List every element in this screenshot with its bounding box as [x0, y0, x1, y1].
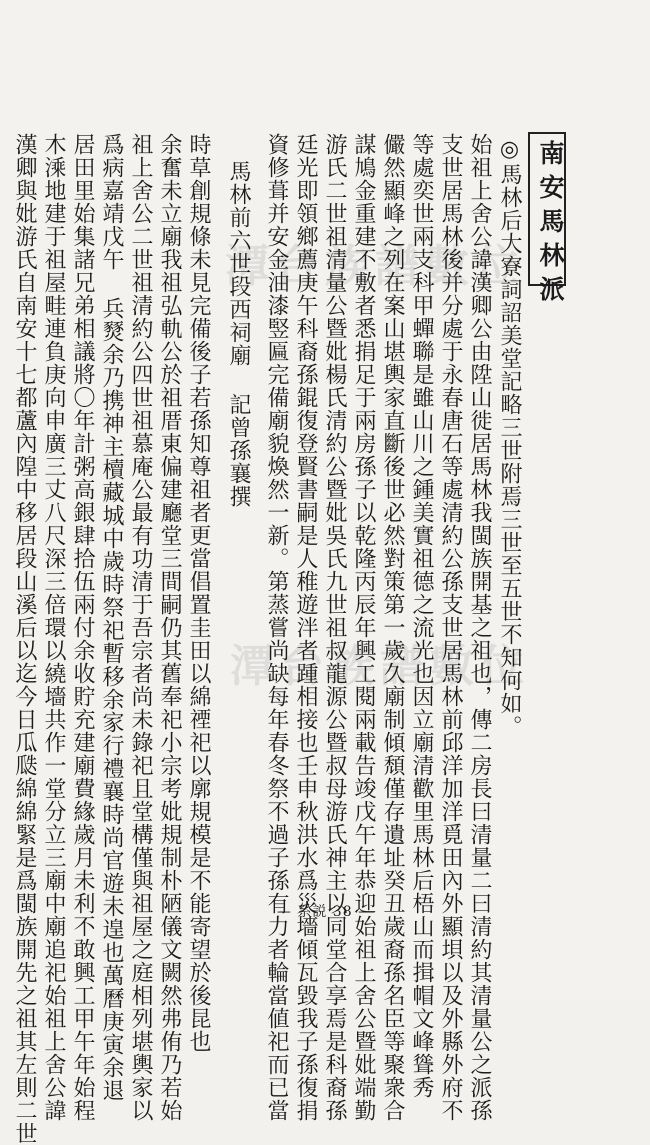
text-column: 儼然顯峰之列在案山堪輿家直斷後世必然對策第一歲久廟制傾頹僅存遺址癸丑歲裔孫名臣等聚衆合 — [380, 133, 405, 1122]
text-column: 游氏二世祖清量公暨妣楊氏清約公暨妣吳氏九世祖叔龍源公暨叔母游氏神主以同堂合享焉是科裔孫 — [322, 133, 347, 1122]
watermark-top: 潭台族譜數位 — [225, 241, 525, 292]
text-column: 支世居馬林後并分處于永春唐石等處清約公孫支世居馬林前邱洋加洋覓田內外顯垻以及外縣外府不 — [438, 133, 463, 1122]
text-column: 時草創規條未見完備後子若孫知尊祖者更當倡置圭田以綿禋祀以廓規模是不能寄望於後昆也 — [186, 133, 211, 1053]
text-column: 祖上舍公二世祖清約公四世祖慕庵公最有功清于吾宗者尚未錄祀且堂構僅與祖屋之庭相列堪輿家以 — [128, 133, 153, 1122]
text-column: 等處奕世兩支科甲蟬聯是雖山川之鍾美實祖德之流光也因立廟清歡里馬林后梧山而揖帽文峰聳秀 — [409, 133, 434, 1099]
text-column: 木溗地建于祖屋畦連負庚向申廣三丈八尺深三倍環以繞墻共作一堂分立三廟中廟追祀始祖上舍公諱 — [41, 133, 66, 1122]
text-column: 始祖上舍公諱漢卿公由陞山徙居馬林我閩族開基之祖也，傳二房長曰清量二曰清約其清量公之派孫 — [467, 133, 492, 1122]
watermark-bottom: 潭台族譜數位 — [230, 641, 530, 692]
text-column: 資修葺并安金油漆竪匾完備廟貌煥然一新。第蒸嘗尚缺每年春冬祭不過子孫有力者輪當値祀而已當 — [264, 133, 289, 1122]
subtitle-column: ◎馬林后大寮詞詔美堂記略三世附焉三世至五世不知何如。 — [497, 137, 522, 738]
text-column: 廷光即領鄉薦庚午科裔孫錕復登賢書嗣是人稚遊泮者踵相接也壬申秋洪水爲災墻傾瓦毀我子孫復捐 — [293, 133, 318, 1122]
heading-column: 馬林前六世段西祠廟 記曾孫襄撰 — [226, 160, 251, 508]
text-column: 爲病嘉靖戊午 兵燹余乃携神主櫝藏城中歲時祭祀暫移余家行禮襄時尚官遊未遑也萬曆庚寅余退 — [99, 133, 124, 1102]
page-footer: — 系説 38 — — [276, 904, 374, 920]
text-column: 漢卿與妣游氏自南安十七都蘆內隍中移居段山溪后以迄今日瓜瓞綿綿緊是爲閩族開先之祖其左則二世 — [12, 133, 37, 1145]
text-column: 余奮未立廟我祖弘軌公於祖厝東偏建廳堂三間嗣仍其舊奉祀小宗考妣規制朴陋儀文闕然弗侑乃若始 — [157, 133, 182, 1122]
text-column: 居田里始集諸兄弟相議將〇年計粥高銀肆拾伍兩付余收貯充建廟費緣歲月未利不敢興工甲午年始程 — [70, 133, 95, 1122]
section-title: 南安馬林派 — [536, 140, 565, 310]
text-column: 謀鳩金重建不敷者悉捐足于兩房孫子以乾隆丙辰年興工閱兩載告竣戊午年恭迎始祖上舍公暨妣端勤 — [351, 133, 376, 1122]
